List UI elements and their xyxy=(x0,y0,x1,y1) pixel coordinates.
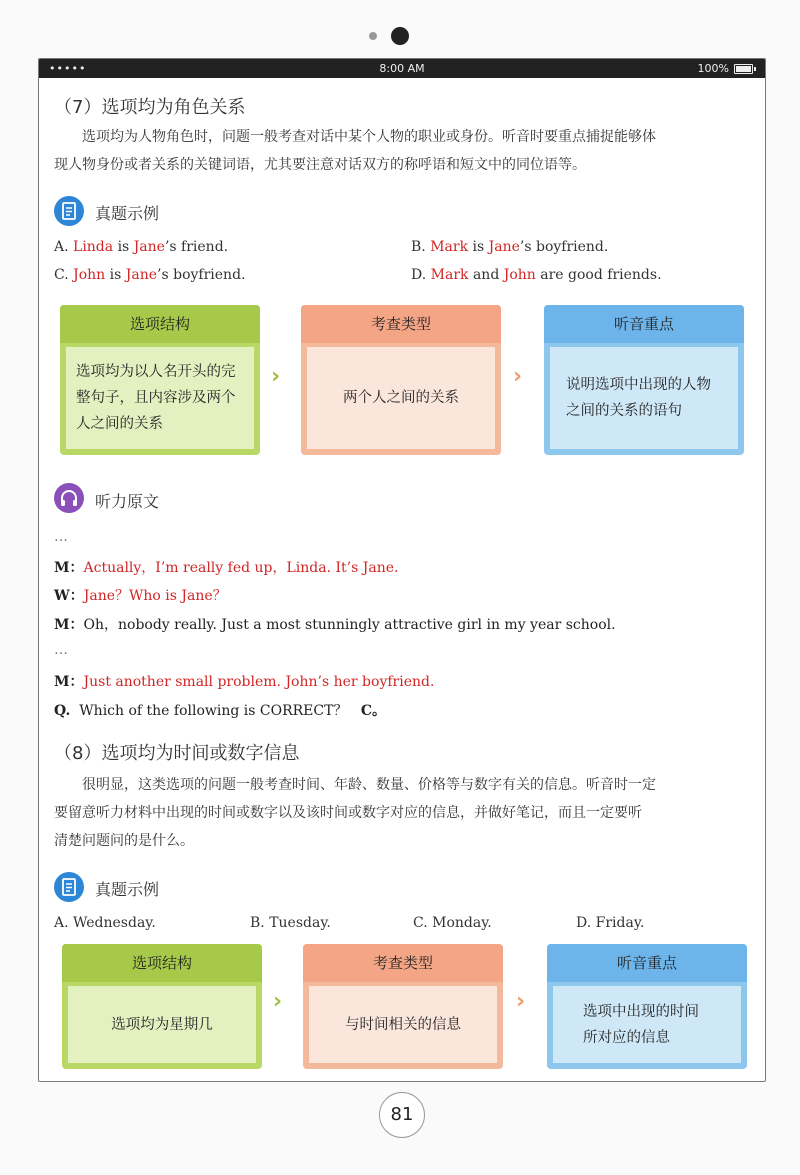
option-name: Jane xyxy=(488,239,520,255)
section7-option-c xyxy=(54,267,245,283)
listening-title: 听力原文 xyxy=(95,492,160,511)
dialogue-line: W：Jane？Who is Jane？ xyxy=(54,588,227,604)
document-icon xyxy=(54,196,84,226)
dialogue-text: Oh，nobody really. Just a most stunningly attractive girl in my year school. xyxy=(83,617,616,633)
section7-box-structure xyxy=(60,305,260,455)
section7-heading: （7）选项均为角色关系 xyxy=(54,97,246,118)
box-body: 选项中出现的时间所对应的信息 xyxy=(553,986,741,1063)
option-label: B. xyxy=(411,239,431,255)
battery-icon xyxy=(734,64,753,74)
chevron-right-icon: › xyxy=(273,989,283,1014)
section7-box-focus xyxy=(544,305,744,455)
section7-box-type xyxy=(301,305,501,455)
box-title: 听音重点 xyxy=(547,944,747,982)
section7-example-title: 真题示例 xyxy=(95,204,160,223)
question-answer: C。 xyxy=(360,703,386,719)
box-title: 选项结构 xyxy=(62,944,262,982)
question-label: Q. xyxy=(54,703,71,719)
status-time: 8:00 AM xyxy=(379,62,425,75)
section8-heading: （8）选项均为时间或数字信息 xyxy=(54,743,300,764)
section8-paragraph xyxy=(54,771,750,855)
section8-para-line3: 清楚问题问的是什么。 xyxy=(54,833,194,849)
option-name: Mark xyxy=(430,239,469,255)
chevron-right-icon: › xyxy=(516,989,526,1014)
dialogue-line: M：Just another small problem. John’s her boyfriend. xyxy=(54,674,435,690)
chevron-right-icon: › xyxy=(271,364,281,389)
section8-para-line2: 要留意听力材料中出现的时间或数字以及该时间或数字对应的信息，并做好笔记，而且一定要听 xyxy=(54,805,642,821)
tablet-screen xyxy=(38,58,766,1082)
option-text: ’s boyfriend. xyxy=(157,267,246,283)
section8-box-type xyxy=(303,944,503,1069)
page-number: 81 xyxy=(379,1092,425,1138)
section8-option-b: B. Tuesday. xyxy=(250,915,331,931)
section7-option-b xyxy=(411,239,608,255)
option-name: John xyxy=(73,267,106,283)
section8-box-focus xyxy=(547,944,747,1069)
section8-option-c: C. Monday. xyxy=(413,915,492,931)
section8-para-line1: 很明显，这类选项的问题一般考查时间、年龄、数量、价格等与数字有关的信息。听音时一定 xyxy=(82,777,656,793)
option-text: ’s friend. xyxy=(164,239,229,255)
box-title: 选项结构 xyxy=(60,305,260,343)
dialogue-text: Jane？Who is Jane？ xyxy=(83,588,227,604)
box-body: 选项均为星期几 xyxy=(68,986,256,1063)
dialogue-text: Just another small problem. John’s her boyfriend. xyxy=(83,674,435,690)
box-body: 说明选项中出现的人物之间的关系的语句 xyxy=(550,347,738,449)
option-name: Jane xyxy=(125,267,158,283)
ellipsis: … xyxy=(54,529,68,545)
ellipsis: … xyxy=(54,642,68,658)
box-body: 与时间相关的信息 xyxy=(309,986,497,1063)
option-text: are good friends. xyxy=(535,267,662,283)
speaker-label: M xyxy=(54,560,70,576)
battery-percent: 100% xyxy=(697,62,729,75)
box-title: 考查类型 xyxy=(301,305,501,343)
speaker-label: W xyxy=(54,588,70,604)
device-camera xyxy=(0,26,800,50)
section8-box-structure xyxy=(62,944,262,1069)
option-text: is xyxy=(105,267,126,283)
dialogue-text: Actually，I’m really fed up，Linda. It’s Jane. xyxy=(83,560,399,576)
speaker-label: M xyxy=(54,674,70,690)
question-line xyxy=(54,700,386,720)
option-text: ’s boyfriend. xyxy=(519,239,609,255)
camera-sensor-icon xyxy=(369,32,377,40)
option-name: John xyxy=(503,267,536,283)
option-text: is xyxy=(468,239,489,255)
section8-option-d: D. Friday. xyxy=(576,915,645,931)
option-label: D. xyxy=(411,267,431,283)
box-body: 选项均为以人名开头的完整句子，且内容涉及两个人之间的关系 xyxy=(66,347,254,449)
option-text: is xyxy=(113,239,134,255)
section7-para-line2: 现人物身份或者关系的关键词语，尤其要注意对话双方的称呼语和短文中的同位语等。 xyxy=(54,157,586,173)
document-icon xyxy=(54,872,84,902)
speaker-label: M xyxy=(54,617,70,633)
section7-option-d xyxy=(411,267,662,283)
question-text: Which of the following is CORRECT？ xyxy=(79,703,348,719)
option-name: Mark xyxy=(430,267,469,283)
section7-para-line1: 选项均为人物角色时，问题一般考查对话中某个人物的职业或身份。听音时要重点捕捉能够体 xyxy=(82,129,656,145)
section7-option-a xyxy=(54,239,228,255)
section8-example-title: 真题示例 xyxy=(95,880,160,899)
box-body: 两个人之间的关系 xyxy=(307,347,495,449)
option-name: Linda xyxy=(73,239,114,255)
camera-lens-icon xyxy=(391,27,409,45)
dialogue-line: M：Actually，I’m really fed up，Linda. It’s Jane. xyxy=(54,560,399,576)
section8-option-a: A. Wednesday. xyxy=(54,915,156,931)
box-title: 考查类型 xyxy=(303,944,503,982)
chevron-right-icon: › xyxy=(513,364,523,389)
signal-indicator: ••••• xyxy=(49,62,87,75)
option-label: C. xyxy=(54,267,74,283)
option-label: A. xyxy=(54,239,74,255)
option-name: Jane xyxy=(133,239,165,255)
headphones-icon xyxy=(54,483,84,513)
section7-paragraph xyxy=(54,123,750,179)
dialogue-line: M：Oh，nobody really. Just a most stunningly attractive girl in my year school. xyxy=(54,617,616,633)
option-text: and xyxy=(468,267,504,283)
status-bar xyxy=(39,59,765,78)
box-title: 听音重点 xyxy=(544,305,744,343)
